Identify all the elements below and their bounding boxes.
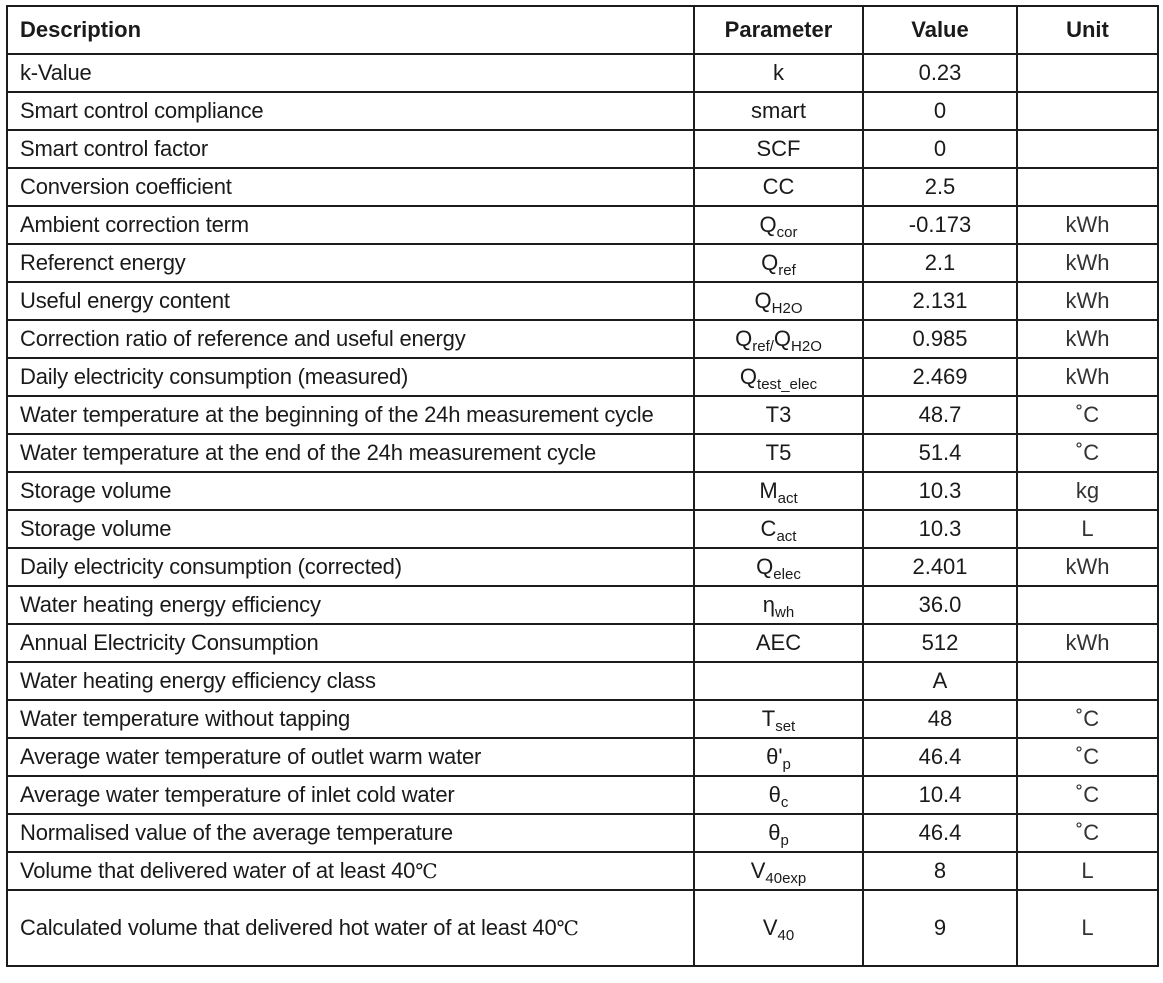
row-description: Daily electricity consumption (measured) bbox=[7, 358, 694, 396]
row-value: 0 bbox=[863, 130, 1017, 168]
row-value: 10.3 bbox=[863, 510, 1017, 548]
celsius-symbol: ℃ bbox=[415, 859, 438, 883]
row-description: Annual Electricity Consumption bbox=[7, 624, 694, 662]
row-description: Water temperature at the beginning of the 24h measurement cycle bbox=[7, 396, 694, 434]
row-value: 36.0 bbox=[863, 586, 1017, 624]
row-parameter: $C_{act}$ bbox=[694, 510, 863, 548]
row-value: 48 bbox=[863, 700, 1017, 738]
table-header-row bbox=[7, 6, 1158, 54]
table-row bbox=[7, 206, 1158, 244]
table-row bbox=[7, 396, 1158, 434]
table-row bbox=[7, 92, 1158, 130]
row-description: Useful energy content bbox=[7, 282, 694, 320]
row-description: Water heating energy efficiency class bbox=[7, 662, 694, 700]
row-description: Ambient correction term bbox=[7, 206, 694, 244]
table-row bbox=[7, 852, 1158, 890]
row-value: 2.131 bbox=[863, 282, 1017, 320]
row-description: Normalised value of the average temperature bbox=[7, 814, 694, 852]
row-parameter: $Q_{cor}$ bbox=[694, 206, 863, 244]
table-row bbox=[7, 472, 1158, 510]
row-unit: ˚C bbox=[1017, 814, 1158, 852]
row-value: 2.401 bbox=[863, 548, 1017, 586]
row-parameter: $M_{act}$ bbox=[694, 472, 863, 510]
row-unit: ˚C bbox=[1017, 700, 1158, 738]
row-description: Storage volume bbox=[7, 510, 694, 548]
row-value: 0.985 bbox=[863, 320, 1017, 358]
row-unit bbox=[1017, 92, 1158, 130]
row-description: Water heating energy efficiency bbox=[7, 586, 694, 624]
table-row bbox=[7, 434, 1158, 472]
table-row bbox=[7, 624, 1158, 662]
row-parameter: $\eta_{wh}$ bbox=[694, 586, 863, 624]
row-parameter: $\theta'_p$ bbox=[694, 738, 863, 776]
row-value: 10.3 bbox=[863, 472, 1017, 510]
row-parameter: AEC bbox=[694, 624, 863, 662]
table-row bbox=[7, 662, 1158, 700]
row-parameter: $Q_{H2O}$ bbox=[694, 282, 863, 320]
table-row bbox=[7, 776, 1158, 814]
header-description: Description bbox=[7, 6, 694, 54]
header-unit: Unit bbox=[1017, 6, 1158, 54]
row-value: 0 bbox=[863, 92, 1017, 130]
row-description: Smart control factor bbox=[7, 130, 694, 168]
table-row bbox=[7, 586, 1158, 624]
row-description: Correction ratio of reference and useful energy bbox=[7, 320, 694, 358]
row-description: Average water temperature of outlet warm water bbox=[7, 738, 694, 776]
table-row bbox=[7, 814, 1158, 852]
row-value: 8 bbox=[863, 852, 1017, 890]
row-parameter: $T_{set}$ bbox=[694, 700, 863, 738]
table-row bbox=[7, 282, 1158, 320]
row-parameter: SCF bbox=[694, 130, 863, 168]
row-value: A bbox=[863, 662, 1017, 700]
row-unit: L bbox=[1017, 852, 1158, 890]
row-unit bbox=[1017, 662, 1158, 700]
row-value: 46.4 bbox=[863, 738, 1017, 776]
row-unit: ˚C bbox=[1017, 396, 1158, 434]
row-value: 10.4 bbox=[863, 776, 1017, 814]
table-row bbox=[7, 890, 1158, 966]
table-row bbox=[7, 358, 1158, 396]
row-value: 46.4 bbox=[863, 814, 1017, 852]
header-parameter: Parameter bbox=[694, 6, 863, 54]
row-unit bbox=[1017, 168, 1158, 206]
row-unit bbox=[1017, 130, 1158, 168]
row-parameter: $V_{40}$ bbox=[694, 890, 863, 966]
row-unit bbox=[1017, 586, 1158, 624]
row-description: Calculated volume that delivered hot water of at least 40℃ bbox=[7, 890, 694, 966]
header-value: Value bbox=[863, 6, 1017, 54]
row-description: Water temperature at the end of the 24h measurement cycle bbox=[7, 434, 694, 472]
row-value: 9 bbox=[863, 890, 1017, 966]
row-parameter: $\theta_c$ bbox=[694, 776, 863, 814]
row-unit: ˚C bbox=[1017, 434, 1158, 472]
row-parameter: smart bbox=[694, 92, 863, 130]
row-unit: kWh bbox=[1017, 548, 1158, 586]
row-description: Referenct energy bbox=[7, 244, 694, 282]
row-value: -0.173 bbox=[863, 206, 1017, 244]
row-value: 51.4 bbox=[863, 434, 1017, 472]
row-unit bbox=[1017, 54, 1158, 92]
table-row bbox=[7, 510, 1158, 548]
row-parameter: $\theta_p$ bbox=[694, 814, 863, 852]
table-row bbox=[7, 244, 1158, 282]
row-unit: L bbox=[1017, 510, 1158, 548]
row-parameter: $Q_{elec}$ bbox=[694, 548, 863, 586]
row-parameter bbox=[694, 662, 863, 700]
row-description: Conversion coefficient bbox=[7, 168, 694, 206]
row-parameter: T5 bbox=[694, 434, 863, 472]
row-unit: kWh bbox=[1017, 282, 1158, 320]
table-row bbox=[7, 130, 1158, 168]
row-description: Smart control compliance bbox=[7, 92, 694, 130]
row-unit: kWh bbox=[1017, 320, 1158, 358]
row-unit: L bbox=[1017, 890, 1158, 966]
row-unit: ˚C bbox=[1017, 776, 1158, 814]
row-parameter: T3 bbox=[694, 396, 863, 434]
table-row bbox=[7, 168, 1158, 206]
row-parameter: $Q_{ref}$ bbox=[694, 244, 863, 282]
row-unit: kWh bbox=[1017, 358, 1158, 396]
row-parameter: $V_{40exp}$ bbox=[694, 852, 863, 890]
table-row bbox=[7, 548, 1158, 586]
table-row bbox=[7, 700, 1158, 738]
table-row bbox=[7, 54, 1158, 92]
row-description: Average water temperature of inlet cold water bbox=[7, 776, 694, 814]
row-parameter: k bbox=[694, 54, 863, 92]
row-value: 2.469 bbox=[863, 358, 1017, 396]
row-unit: kWh bbox=[1017, 624, 1158, 662]
row-value: 2.5 bbox=[863, 168, 1017, 206]
row-value: 2.1 bbox=[863, 244, 1017, 282]
table-row bbox=[7, 320, 1158, 358]
row-value: 0.23 bbox=[863, 54, 1017, 92]
row-description: Daily electricity consumption (corrected) bbox=[7, 548, 694, 586]
row-value: 48.7 bbox=[863, 396, 1017, 434]
row-description: k-Value bbox=[7, 54, 694, 92]
row-parameter: CC bbox=[694, 168, 863, 206]
row-parameter: $Q_{ref/}Q_{H2O}$ bbox=[694, 320, 863, 358]
row-description: Water temperature without tapping bbox=[7, 700, 694, 738]
row-unit: kg bbox=[1017, 472, 1158, 510]
parameters-table bbox=[6, 5, 1159, 967]
row-description: Volume that delivered water of at least 40℃ bbox=[7, 852, 694, 890]
table-row bbox=[7, 738, 1158, 776]
celsius-symbol: ℃ bbox=[556, 916, 579, 940]
row-description: Storage volume bbox=[7, 472, 694, 510]
row-unit: ˚C bbox=[1017, 738, 1158, 776]
row-value: 512 bbox=[863, 624, 1017, 662]
row-unit: kWh bbox=[1017, 244, 1158, 282]
row-unit: kWh bbox=[1017, 206, 1158, 244]
row-parameter: $Q_{test\_elec}$ bbox=[694, 358, 863, 396]
